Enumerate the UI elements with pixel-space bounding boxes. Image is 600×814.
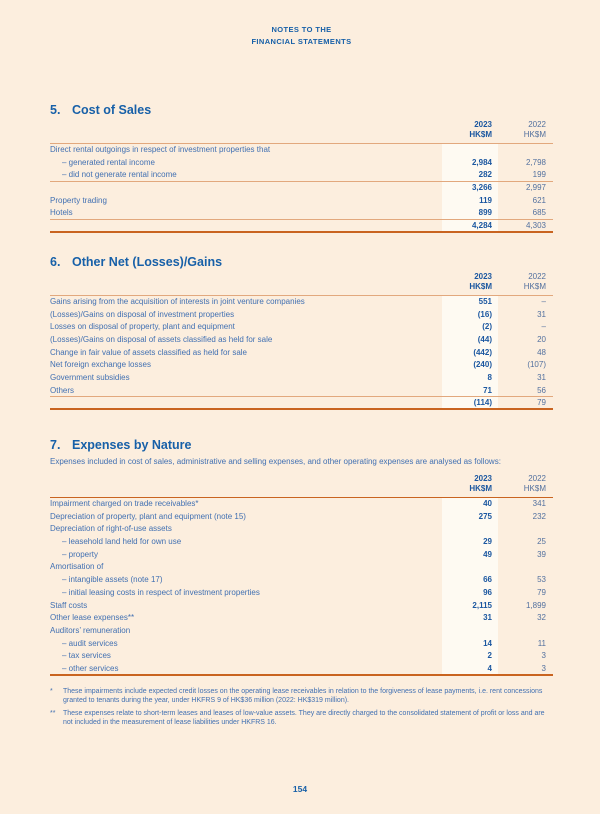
value-prior-year: 11 bbox=[537, 638, 546, 648]
section-expenses-by-nature bbox=[50, 438, 553, 676]
table-row bbox=[50, 498, 553, 511]
table-row bbox=[50, 169, 553, 182]
value-current-year: 282 bbox=[442, 169, 498, 181]
value-prior-year: 199 bbox=[532, 170, 546, 180]
notes-content bbox=[50, 103, 553, 676]
value-current-year: 4,284 bbox=[442, 220, 498, 231]
value-prior-year: – bbox=[541, 322, 546, 332]
value-prior-year: 39 bbox=[537, 549, 546, 559]
header-line-1: NOTES TO THE bbox=[271, 25, 332, 34]
row-label: Net foreign exchange losses bbox=[50, 360, 151, 370]
footnote-text: These expenses relate to short-term leases and leases of low-value assets. They are directly charged to the consolidated statement of profit or loss and are not included in the measurement of lease liabilities under HKFRS 16. bbox=[63, 709, 545, 727]
section-title bbox=[50, 255, 553, 269]
current-unit-label: HK$M bbox=[469, 130, 492, 139]
prior-year-label: 2022 bbox=[528, 271, 546, 281]
page-header bbox=[50, 24, 553, 48]
row-label: – other services bbox=[62, 663, 119, 673]
row-label bbox=[50, 182, 442, 195]
row-label bbox=[50, 397, 442, 408]
value-current-year: 119 bbox=[442, 195, 498, 208]
row-label: Impairment charged on trade receivables* bbox=[50, 499, 199, 508]
section-intro: Expenses included in cost of sales, administrative and selling expenses, and other operating expenses are analysed as follows: bbox=[50, 457, 501, 466]
value-current-year: (44) bbox=[442, 334, 498, 347]
header-line-2: FINANCIAL STATEMENTS bbox=[251, 37, 352, 46]
table-row bbox=[50, 397, 553, 410]
table-row bbox=[50, 523, 553, 536]
section-number: 5. bbox=[50, 103, 61, 117]
row-label: – did not generate rental income bbox=[62, 170, 177, 180]
footnote-marker: * bbox=[50, 687, 53, 695]
value-current-year: 2,984 bbox=[442, 157, 498, 170]
value-prior-year: 3 bbox=[541, 663, 546, 673]
table-header-row bbox=[50, 120, 553, 144]
prior-unit-label: HK$M bbox=[523, 281, 546, 291]
value-current-year: 275 bbox=[442, 511, 498, 524]
row-label: Property trading bbox=[50, 195, 107, 205]
value-prior-year: 20 bbox=[537, 334, 546, 344]
section-number: 6. bbox=[50, 254, 61, 269]
value-prior-year: 56 bbox=[537, 385, 546, 395]
value-current-year: 3,266 bbox=[442, 182, 498, 195]
section-cost-of-sales bbox=[50, 103, 553, 233]
value-prior-year: 4,303 bbox=[525, 221, 546, 231]
footnote bbox=[50, 687, 553, 706]
value-current-year: 4 bbox=[442, 663, 498, 674]
value-current-year: 71 bbox=[442, 385, 498, 397]
row-label: Other lease expenses** bbox=[50, 613, 135, 623]
table-row bbox=[50, 587, 553, 600]
section-heading: Expenses by Nature bbox=[72, 438, 192, 452]
value-prior-year: (107) bbox=[527, 360, 546, 370]
table-row bbox=[50, 220, 553, 233]
table-row bbox=[50, 296, 553, 309]
value-prior-year: 232 bbox=[532, 511, 546, 521]
prior-year-label: 2022 bbox=[528, 474, 546, 483]
row-label: – leasehold land held for own use bbox=[62, 537, 182, 547]
value-current-year: 8 bbox=[442, 372, 498, 385]
row-label: Direct rental outgoings in respect of investment properties that bbox=[50, 145, 271, 154]
table-row bbox=[50, 207, 553, 220]
row-label: – intangible assets (note 17) bbox=[62, 575, 163, 585]
value-prior-year bbox=[498, 625, 553, 638]
table-row bbox=[50, 625, 553, 638]
row-label: – initial leasing costs in respect of investment properties bbox=[62, 587, 260, 597]
column-header-prior-year bbox=[498, 272, 553, 292]
value-prior-year bbox=[498, 144, 553, 157]
value-prior-year: 53 bbox=[537, 575, 546, 585]
value-current-year: 49 bbox=[442, 549, 498, 562]
table-row bbox=[50, 347, 553, 360]
value-current-year: 40 bbox=[442, 498, 498, 511]
value-current-year: 14 bbox=[442, 638, 498, 651]
value-current-year: 551 bbox=[442, 296, 498, 309]
row-label: Gains arising from the acquisition of interests in joint venture companies bbox=[50, 296, 305, 306]
table-row bbox=[50, 574, 553, 587]
table-row bbox=[50, 650, 553, 663]
section-heading: Cost of Sales bbox=[72, 103, 152, 117]
financial-table bbox=[50, 120, 553, 233]
financial-table bbox=[50, 474, 553, 676]
row-label: Auditors’ remuneration bbox=[50, 625, 131, 635]
table-row bbox=[50, 561, 553, 574]
value-prior-year: 31 bbox=[537, 309, 546, 319]
row-label: Depreciation of property, plant and equipment (note 15) bbox=[50, 511, 246, 521]
row-label: – property bbox=[62, 549, 99, 559]
value-prior-year: 621 bbox=[532, 195, 546, 205]
value-current-year: (16) bbox=[442, 309, 498, 322]
section-number: 7. bbox=[50, 438, 61, 452]
value-prior-year: 31 bbox=[537, 372, 546, 382]
row-label: Depreciation of right-of-use assets bbox=[50, 524, 172, 534]
table-row bbox=[50, 157, 553, 170]
current-year-label: 2023 bbox=[474, 120, 492, 129]
current-unit-label: HK$M bbox=[469, 484, 492, 493]
table-row bbox=[50, 549, 553, 562]
row-label bbox=[50, 220, 442, 231]
page-number: 154 bbox=[292, 784, 308, 794]
value-current-year bbox=[442, 561, 498, 574]
table-row bbox=[50, 511, 553, 524]
table-row bbox=[50, 612, 553, 625]
value-current-year: 66 bbox=[442, 574, 498, 587]
column-header-prior-year bbox=[498, 120, 553, 140]
table-row bbox=[50, 144, 553, 157]
value-prior-year: 79 bbox=[537, 587, 546, 597]
table-row bbox=[50, 372, 553, 385]
value-prior-year: 79 bbox=[537, 398, 546, 408]
footnote-marker: ** bbox=[50, 709, 56, 717]
page-footer bbox=[0, 779, 600, 797]
row-label: Losses on disposal of property, plant and equipment bbox=[50, 322, 235, 332]
current-unit-label: HK$M bbox=[469, 281, 492, 291]
row-label: – generated rental income bbox=[62, 157, 155, 167]
table-row bbox=[50, 385, 553, 398]
value-current-year: 29 bbox=[442, 536, 498, 549]
footnotes bbox=[50, 687, 553, 728]
row-label: (Losses)/Gains on disposal of investment properties bbox=[50, 309, 235, 319]
table-row bbox=[50, 638, 553, 651]
table-header-row bbox=[50, 272, 553, 296]
value-prior-year: 1,899 bbox=[525, 600, 546, 610]
value-current-year bbox=[442, 625, 498, 638]
value-current-year: 2,115 bbox=[442, 600, 498, 613]
prior-year-label: 2022 bbox=[528, 120, 546, 129]
row-label: (Losses)/Gains on disposal of assets classified as held for sale bbox=[50, 334, 273, 344]
value-current-year: (114) bbox=[442, 397, 498, 408]
value-prior-year bbox=[498, 523, 553, 536]
table-row bbox=[50, 334, 553, 347]
table-row bbox=[50, 536, 553, 549]
current-year-label: 2023 bbox=[474, 474, 492, 483]
row-label: Government subsidies bbox=[50, 372, 130, 382]
table-row bbox=[50, 663, 553, 676]
table-row bbox=[50, 321, 553, 334]
table-row bbox=[50, 195, 553, 208]
value-prior-year: 2,798 bbox=[525, 157, 546, 167]
value-prior-year: 25 bbox=[537, 537, 546, 547]
value-current-year: 96 bbox=[442, 587, 498, 600]
section-title bbox=[50, 103, 553, 117]
table-row bbox=[50, 182, 553, 195]
value-current-year: (2) bbox=[442, 321, 498, 334]
row-label: – audit services bbox=[62, 638, 118, 648]
value-prior-year: 32 bbox=[537, 613, 546, 623]
row-label: Staff costs bbox=[50, 600, 88, 610]
column-header-current-year bbox=[442, 474, 498, 494]
value-current-year: 31 bbox=[442, 612, 498, 625]
column-header-current-year bbox=[442, 120, 498, 140]
value-current-year: (442) bbox=[442, 347, 498, 360]
value-prior-year: 48 bbox=[537, 347, 546, 357]
value-prior-year: 3 bbox=[541, 651, 546, 661]
current-year-label: 2023 bbox=[474, 271, 492, 281]
footnote-text: These impairments include expected credit losses on the operating lease receivables in relation to the forgiveness of lease payments, i.e. rent concessions granted to tenants during the year, under HKFRS 9 of HK$36 million (2022: HK$319 million). bbox=[63, 687, 543, 705]
value-prior-year: 2,997 bbox=[525, 183, 546, 193]
value-current-year: 2 bbox=[442, 650, 498, 663]
value-current-year bbox=[442, 144, 498, 157]
row-label: Amortisation of bbox=[50, 562, 104, 572]
table-row bbox=[50, 309, 553, 322]
footnote bbox=[50, 709, 553, 728]
row-label: Hotels bbox=[50, 208, 73, 218]
row-label: Change in fair value of assets classified as held for sale bbox=[50, 347, 247, 357]
column-header-current-year bbox=[442, 272, 498, 292]
value-prior-year: 341 bbox=[532, 499, 546, 508]
section-title bbox=[50, 438, 553, 452]
table-row bbox=[50, 600, 553, 613]
section-other-net-losses-gains bbox=[50, 255, 553, 410]
prior-unit-label: HK$M bbox=[523, 130, 546, 139]
table-header-row bbox=[50, 474, 553, 498]
value-current-year: 899 bbox=[442, 207, 498, 219]
row-label: Others bbox=[50, 385, 75, 395]
value-prior-year bbox=[498, 561, 553, 574]
prior-unit-label: HK$M bbox=[523, 484, 546, 493]
row-label: – tax services bbox=[62, 651, 111, 661]
value-prior-year: – bbox=[541, 296, 546, 306]
section-heading: Other Net (Losses)/Gains bbox=[72, 254, 223, 269]
column-header-prior-year bbox=[498, 474, 553, 494]
table-row bbox=[50, 359, 553, 372]
value-current-year bbox=[442, 523, 498, 536]
value-prior-year: 685 bbox=[532, 208, 546, 218]
value-current-year: (240) bbox=[442, 359, 498, 372]
financial-table bbox=[50, 272, 553, 410]
